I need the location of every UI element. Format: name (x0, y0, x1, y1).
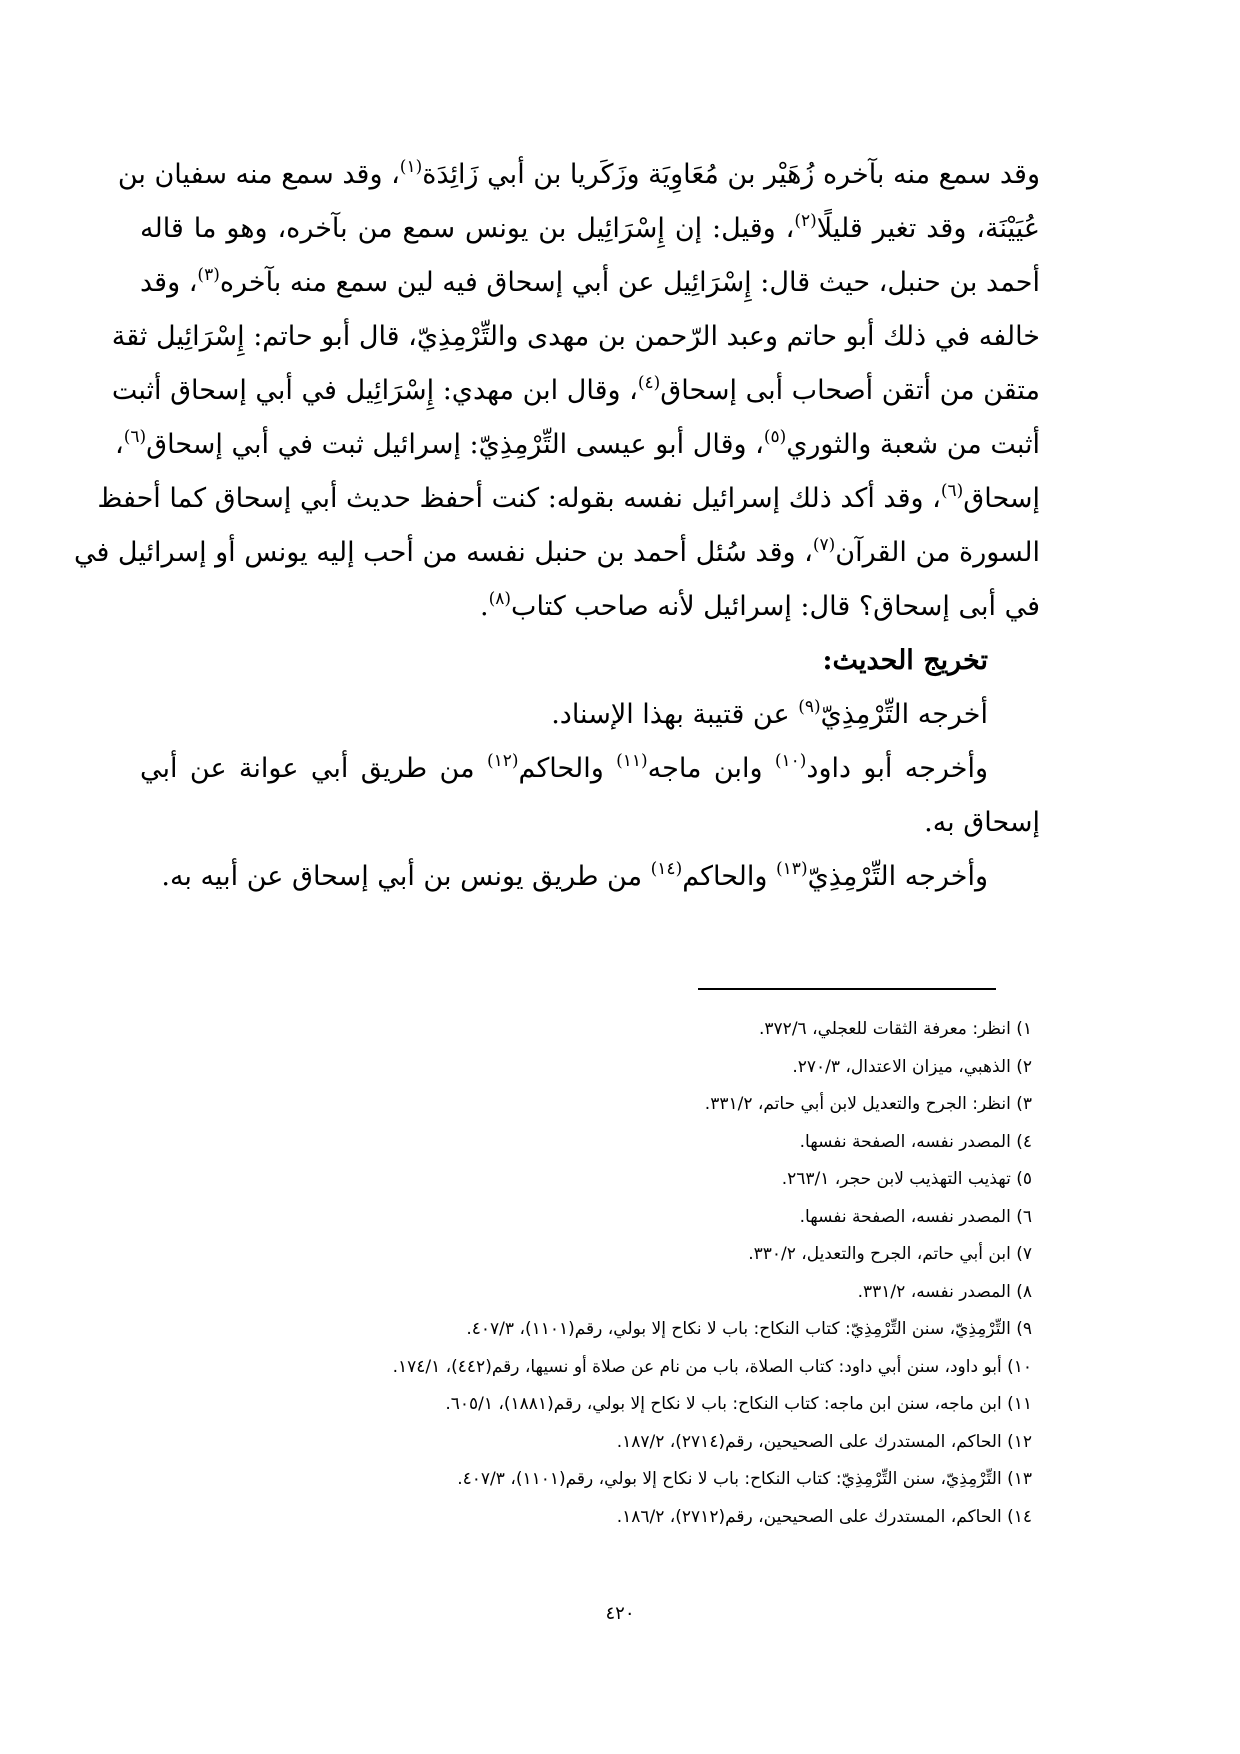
footnote-ref: (٤) (637, 373, 661, 393)
footnote-ref: (١١) (616, 751, 648, 771)
takhrij-line: وأخرجه أبو داود$^{(١٠)}$ وابن ماجه$^{(١١)}$ والحاكم$^{(١٢)}$ من طريق أبي عوانة عن أبي (140, 751, 989, 784)
footnote: ٩) التِّرْمِذِيّ، سنن التِّرْمِذِيّ: كتاب النكاح: باب لا نكاح إلا بولي، رقم(١١٠١)، ٤٠٧/٣. (466, 1319, 1032, 1339)
footnote-ref: (١٢) (486, 751, 519, 771)
footnote: ٨) المصدر نفسه، ٣٣١/٢. (857, 1281, 1032, 1302)
footnote: ١٢) الحاكم، المستدرك على الصحيحين، رقم(٢٧١٤)، ١٨٧/٢. (616, 1431, 1032, 1452)
text-line: إسحاق$^{(٦)}$، وقد أكد ذلك إسرائيل نفسه بقوله: كنت أحفظ حديث أبي إسحاق كما أحفظ (97, 481, 1040, 514)
text-line: في أبى إسحاق؟ قال: إسرائيل لأنه صاحب كتاب$^{(٨)}$. (480, 589, 1040, 622)
footnote: ٦) المصدر نفسه، الصفحة نفسها. (799, 1206, 1032, 1227)
takhrij-line: إسحاق به. (924, 807, 1040, 838)
footnote-ref: (٣) (197, 265, 220, 285)
footnote-ref: (٢) (794, 211, 817, 231)
footnote: ١٣) التِّرْمِذِيّ، سنن التِّرْمِذِيّ: كتاب النكاح: باب لا نكاح إلا بولي، رقم(١١٠١)، ٤٠٧/٣. (457, 1469, 1032, 1489)
footnote: ٣) انظر: الجرح والتعديل لابن أبي حاتم، ٣٣١/٢. (704, 1094, 1032, 1114)
footnote-ref: (٩) (798, 697, 821, 717)
footnote: ٧) ابن أبي حاتم، الجرح والتعديل، ٣٣٠/٢. (748, 1244, 1032, 1264)
main-text (73, 148, 1041, 904)
takhrij-line: أخرجه التِّرْمِذِيّ$^{(٩)}$ عن قتيبة بهذا الإسناد. (551, 697, 988, 730)
text-line: وقد سمع منه بآخره زُهَيْر بن مُعَاوِيَة وزَكَريا بن أبي زَائِدَة$^{(١)}$، وقد سمع منه سفيان بن (117, 157, 1040, 190)
footnote: ١٠) أبو داود، سنن أبي داود: كتاب الصلاة، باب من نام عن صلاة أو نسيها، رقم(٤٤٢)، ١٧٤/١. (392, 1356, 1032, 1377)
text-line: أثبت من شعبة والثوري$^{(٥)}$، وقال أبو عيسى التِّرْمِذِيّ: إسرائيل ثبت في أبي إسحاق$^{(٦)}$، (115, 427, 1040, 460)
footnote: ١) انظر: معرفة الثقات للعجلي، ٣٧٢/٦. (759, 1019, 1032, 1039)
footnote-ref: (٧) (812, 535, 836, 555)
text-line: خالفه في ذلك أبو حاتم وعبد الرّحمن بن مهدى والتِّرْمِذِيّ، قال أبو حاتم: إِسْرَائِيل ثقة (111, 321, 1040, 352)
footnote-ref: (٦) (940, 481, 964, 501)
text-line: السورة من القرآن$^{(٧)}$، وقد سُئل أحمد بن حنبل نفسه من أحب إليه يونس أو إسرائيل في (73, 535, 1040, 568)
page-number: ٤٢٠ (605, 1603, 635, 1624)
footnote-ref: (٨) (488, 589, 512, 609)
footnote-ref: (١٠) (774, 751, 807, 771)
footnote-ref: (٥) (763, 427, 787, 447)
footnote-ref: (١) (399, 157, 423, 177)
footnote: ٢) الذهبي، ميزان الاعتدال، ٢٧٠/٣. (792, 1056, 1032, 1077)
text-line: متقن من أتقن أصحاب أبى إسحاق$^{(٤)}$، وقال ابن مهدي: إِسْرَائِيل في أبي إسحاق أثبت (111, 373, 1040, 406)
takhrij-line: وأخرجه التِّرْمِذِيّ$^{(١٣)}$ والحاكم$^{(١٤)}$ من طريق يونس بن أبي إسحاق عن أبيه به. (161, 859, 988, 892)
footnote-ref: (١٣) (776, 859, 808, 879)
footnote: ١٤) الحاكم، المستدرك على الصحيحين، رقم(٢٧١٢)، ١٨٦/٢. (616, 1506, 1032, 1527)
text-line: أحمد بن حنبل، حيث قال: إِسْرَائِيل عن أبي إسحاق فيه لين سمع منه بآخره$^{(٣)}$، وقد (140, 265, 1040, 298)
text-line: عُيَيْنَة، وقد تغير قليلًا$^{(٢)}$، وقيل: إن إِسْرَائِيل بن يونس سمع من بآخره، وهو ما قاله (140, 211, 1041, 244)
footnote: ١١) ابن ماجه، سنن ابن ماجه: كتاب النكاح: باب لا نكاح إلا بولي، رقم(١٨٨١)، ٦٠٥/١. (445, 1394, 1032, 1414)
footnote: ٤) المصدر نفسه، الصفحة نفسها. (799, 1131, 1032, 1152)
footnotes-list (140, 1011, 1040, 1536)
section-heading: تخريج الحديث: (822, 645, 988, 676)
footnote-ref: (٦) (123, 427, 147, 447)
footnote-ref: (١٤) (650, 859, 683, 879)
footnote-separator (698, 988, 996, 990)
footnote: ٥) تهذيب التهذيب لابن حجر، ٢٦٣/١. (781, 1169, 1032, 1189)
